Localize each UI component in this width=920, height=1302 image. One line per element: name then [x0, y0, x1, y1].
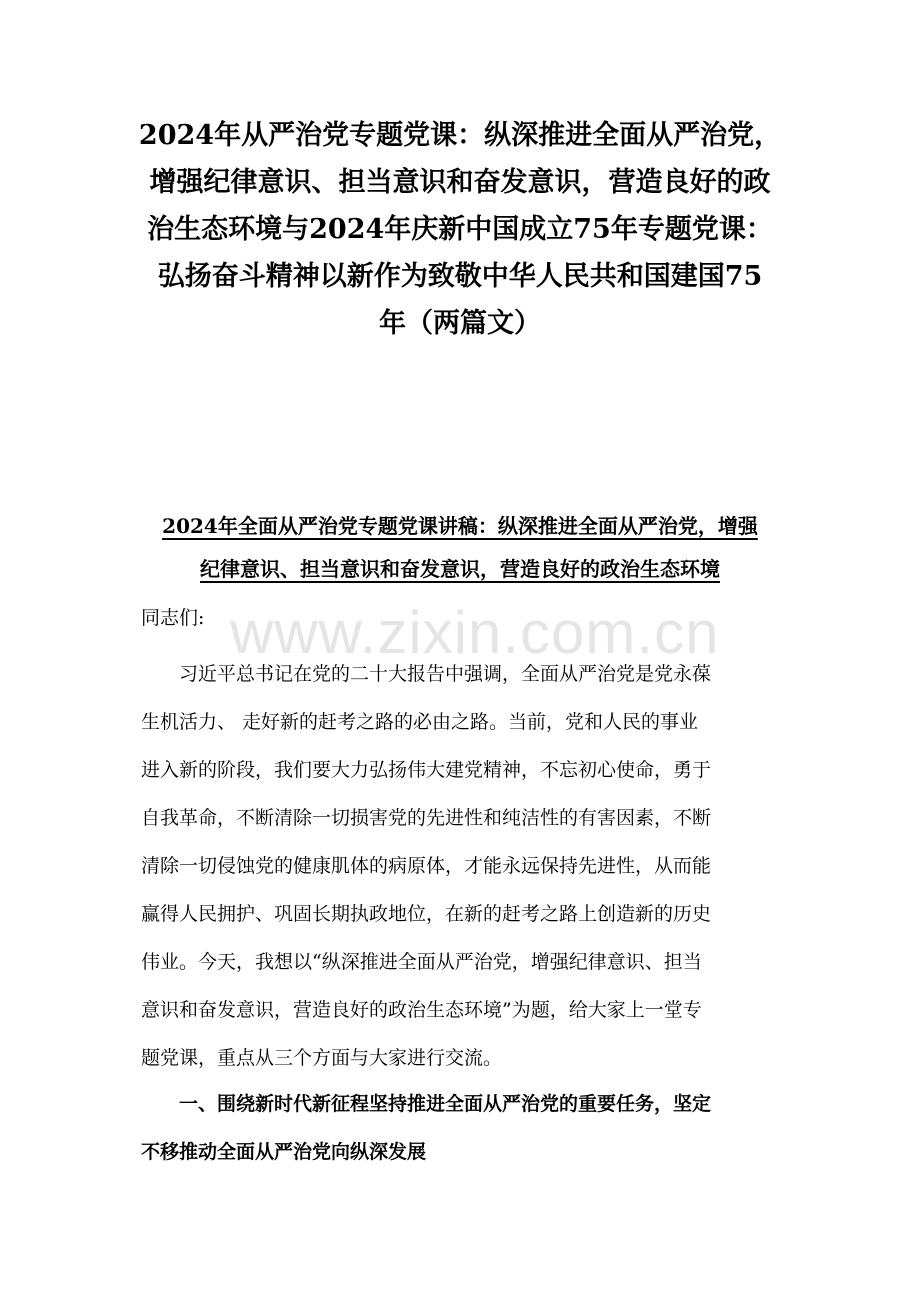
document-title-line: 弘扬奋斗精神以新作为致敬中华人民共和国建国75: [157, 261, 763, 292]
paragraph-line: 进入新的阶段，我们要大力弘扬伟大建党精神，不忘初心使命，勇于: [141, 759, 712, 781]
document-title-line: 年（两篇文）: [379, 308, 541, 339]
section-title-line: 2024年全面从严治党专题党课讲稿：纵深推进全面从严治党，增强: [162, 514, 758, 538]
greeting: 同志们:: [141, 607, 205, 629]
section-heading-one: [141, 1080, 801, 1176]
paragraph-line: 意识和奋发意识，营造良好的政治生态环境”为题，给大家上一堂专: [141, 999, 702, 1021]
paragraph-line: 生机活力、 走好新的赶考之路的必由之路。当前，党和人民的事业: [141, 711, 699, 733]
paragraph-line: 题党课，重点从三个方面与大家进行交流。: [141, 1047, 503, 1069]
paragraph-line: 习近平总书记在党的二十大报告中强调，全面从严治党是党永葆: [141, 663, 712, 685]
watermark: www.zixin.com.cn: [230, 599, 720, 666]
body-paragraph: [141, 650, 791, 1082]
heading-line: 一、围绕新时代新征程坚持推进全面从严治党的重要任务，坚定: [141, 1093, 712, 1115]
section-title: [120, 505, 800, 591]
paragraph-line: 清除一切侵蚀党的健康肌体的病原体，才能永远保持先进性，从而能: [141, 855, 712, 877]
document-title-line: 增强纪律意识、担当意识和奋发意识，营造良好的政: [149, 167, 771, 198]
document-title-line: 2024年从严治党专题党课：纵深推进全面从严治党，: [138, 120, 782, 151]
document-title: [130, 112, 790, 347]
document-title-line: 治生态环境与2024年庆新中国成立75年专题党课：: [147, 214, 773, 245]
paragraph-line: 自我革命，不断清除一切损害党的先进性和纯洁性的有害因素，不断: [141, 807, 712, 829]
section-title-line: 纪律意识、担当意识和奋发意识，营造良好的政治生态环境: [200, 557, 720, 581]
paragraph-line: 赢得人民拥护、巩固长期执政地位，在新的赶考之路上创造新的历史: [141, 903, 712, 925]
paragraph-line: 伟业。今天，我想以“纵深推进全面从严治党，增强纪律意识、担当: [141, 951, 702, 973]
heading-line: 不移推动全面从严治党向纵深发展: [141, 1141, 427, 1163]
